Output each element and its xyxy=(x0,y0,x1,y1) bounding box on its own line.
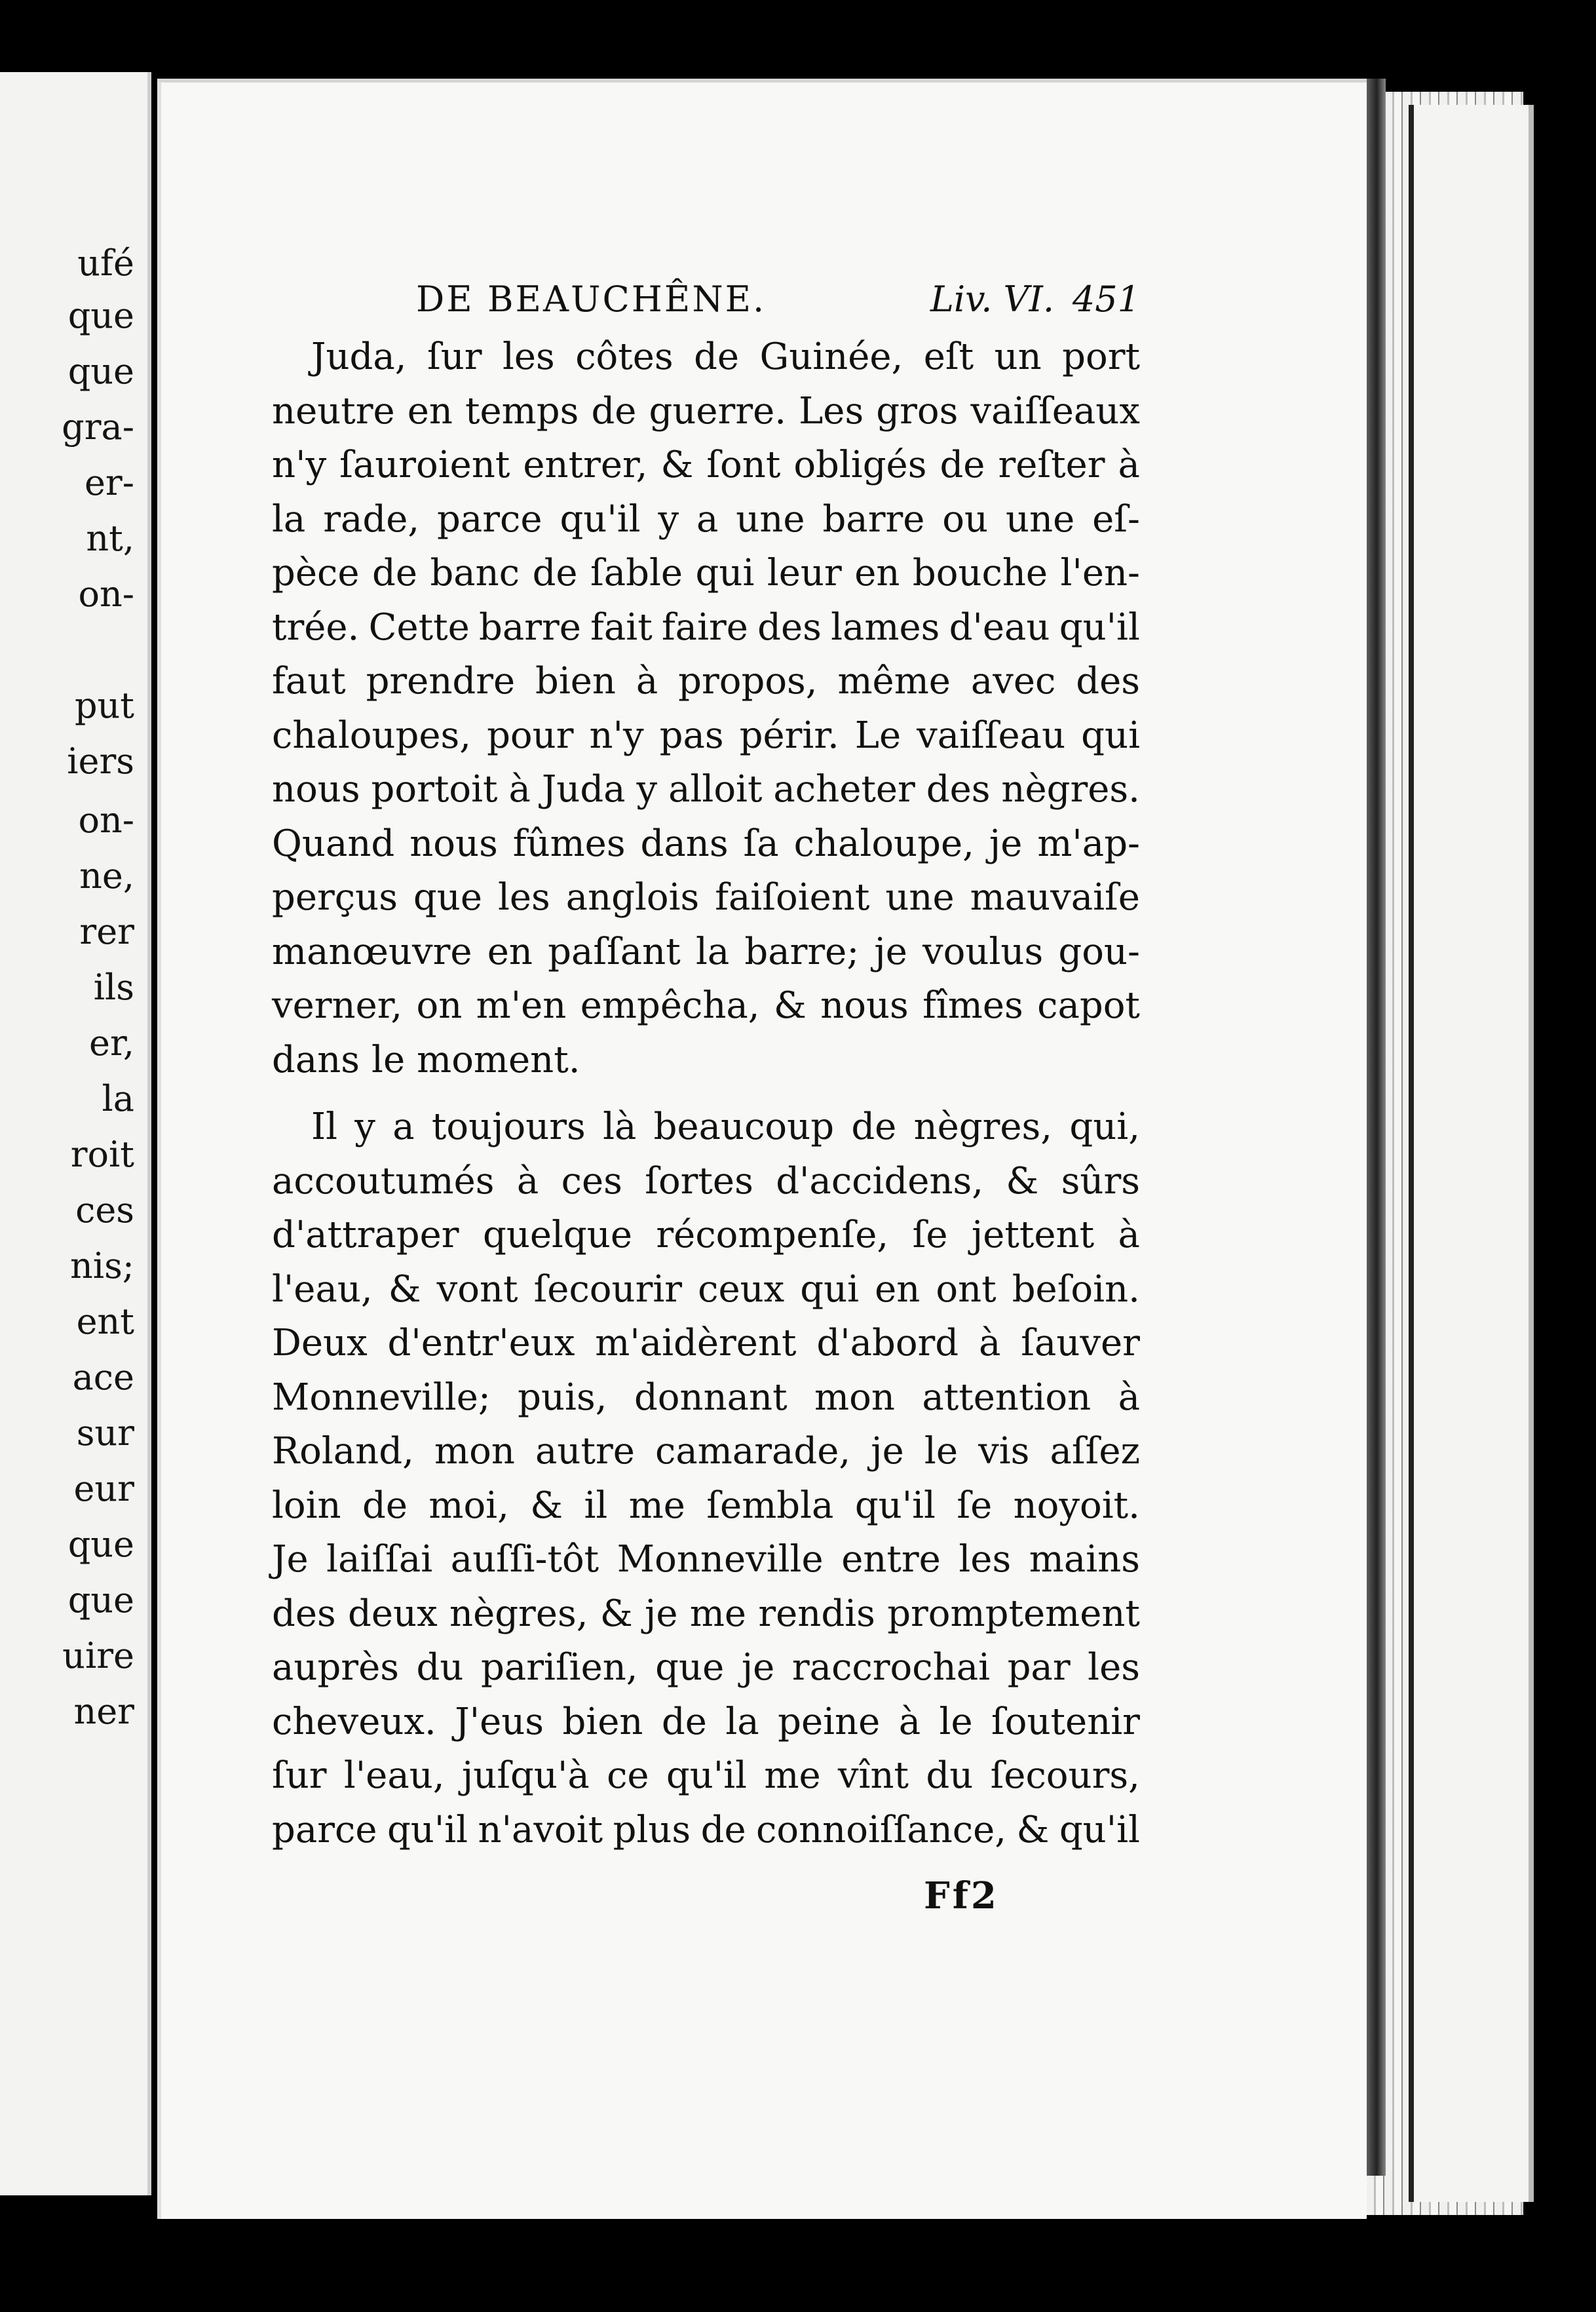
left-page-fragment: on- xyxy=(78,573,134,615)
text-line: Quand nous fûmes dans ſa chaloupe, je m'ap- xyxy=(272,822,1140,865)
left-page-fragment: iers xyxy=(67,741,134,782)
text-line: d'attraper quelque récompenſe, ſe jettent à xyxy=(272,1214,1140,1256)
left-adjacent-page xyxy=(0,72,151,2195)
text-line: ſur l'eau, juſqu'à ce qu'il me vînt du ſecours, xyxy=(272,1754,1140,1797)
left-page-fragment: nis; xyxy=(70,1245,134,1286)
left-page-fragment: la xyxy=(102,1078,134,1119)
outer-page-edge xyxy=(1409,105,1534,2202)
running-title: DE BEAUCHÊNE. xyxy=(416,279,767,320)
text-line: la rade, parce qu'il y a une barre ou une eſ- xyxy=(272,498,1140,541)
left-page-fragment: roit xyxy=(70,1134,134,1175)
text-line: Monneville; puis, donnant mon attention à xyxy=(272,1376,1140,1419)
text-line: loin de moi, & il me ſembla qu'il ſe noyoit. xyxy=(272,1484,1140,1527)
text-line: des deux nègres, & je me rendis promptement xyxy=(272,1592,1140,1635)
text-line: manœuvre en paſſant la barre; je voulus gou- xyxy=(272,931,1140,973)
left-page-fragment: ufé xyxy=(77,242,134,284)
left-page-fragment: eur xyxy=(73,1468,134,1509)
signature-mark: Ff2 xyxy=(924,1874,999,1917)
left-page-fragment: que xyxy=(67,1579,134,1621)
left-page-fragment: ils xyxy=(93,967,134,1008)
text-line: perçus que les anglois faiſoient une mauvaiſe xyxy=(272,876,1140,919)
left-page-fragment: que xyxy=(67,351,134,392)
text-line: Juda, ſur les côtes de Guinée, eſt un port xyxy=(311,336,1140,378)
left-page-fragment: que xyxy=(67,1524,134,1565)
text-line: Roland, mon autre camarade, je le vis aſſez xyxy=(272,1430,1140,1473)
left-page-fragment: put xyxy=(74,685,134,726)
left-page-fragment: ne, xyxy=(79,855,134,896)
text-line: nous portoit à Juda y alloit acheter des nègres. xyxy=(272,768,1140,811)
text-line: l'eau, & vont ſecourir ceux qui en ont beſoin. xyxy=(272,1268,1140,1311)
left-page-fragment: er- xyxy=(84,462,134,503)
text-line: verner, on m'en empêcha, & nous fîmes capot xyxy=(272,984,1140,1027)
text-line: trée. Cette barre fait faire des lames d'eau qu'il xyxy=(272,606,1140,649)
text-line: neutre en temps de guerre. Les gros vaiſſeaux xyxy=(272,390,1140,433)
text-line: chaloupes, pour n'y pas périr. Le vaiſſeau qui xyxy=(272,714,1140,757)
left-page-fragment: uire xyxy=(62,1635,134,1676)
left-page-fragment: que xyxy=(67,295,134,336)
running-header xyxy=(259,279,1140,324)
page-number: 451 xyxy=(1072,279,1140,320)
text-line: parce qu'il n'avoit plus de connoiſſance, & qu'il xyxy=(272,1809,1140,1851)
left-page-fragment: ces xyxy=(75,1189,134,1231)
left-page-fragment: ner xyxy=(73,1691,134,1732)
text-line: Deux d'entr'eux m'aidèrent d'abord à ſauver xyxy=(272,1322,1140,1364)
text-line: auprès du pariſien, que je raccrochai par les xyxy=(272,1646,1140,1689)
left-page-fragment: ent xyxy=(76,1301,134,1342)
text-line: Il y a toujours là beaucoup de nègres, qui, xyxy=(311,1106,1140,1148)
left-page-fragment: er, xyxy=(88,1022,134,1064)
text-line: cheveux. J'eus bien de la peine à le ſoutenir xyxy=(272,1701,1140,1743)
text-line: Je laiſſai auſſi-tôt Monneville entre les mains xyxy=(272,1538,1140,1581)
left-page-fragment: rer xyxy=(79,911,134,952)
left-page-fragment: nt, xyxy=(86,518,134,559)
left-page-fragment: gra- xyxy=(62,406,134,448)
text-line: n'y ſauroient entrer, & ſont obligés de reſter à xyxy=(272,444,1140,486)
left-page-fragment: ace xyxy=(72,1357,134,1398)
left-page-fragment: sur xyxy=(76,1412,134,1454)
text-line: accoutumés à ces ſortes d'accidens, & sûrs xyxy=(272,1160,1140,1203)
book-number: Liv. VI. xyxy=(930,279,1055,320)
text-line: dans le moment. xyxy=(272,1039,580,1081)
text-line: faut prendre bien à propos, même avec des xyxy=(272,660,1140,703)
left-page-fragment: on- xyxy=(78,800,134,841)
text-line: pèce de banc de ſable qui leur en bouche l'en- xyxy=(272,552,1140,594)
